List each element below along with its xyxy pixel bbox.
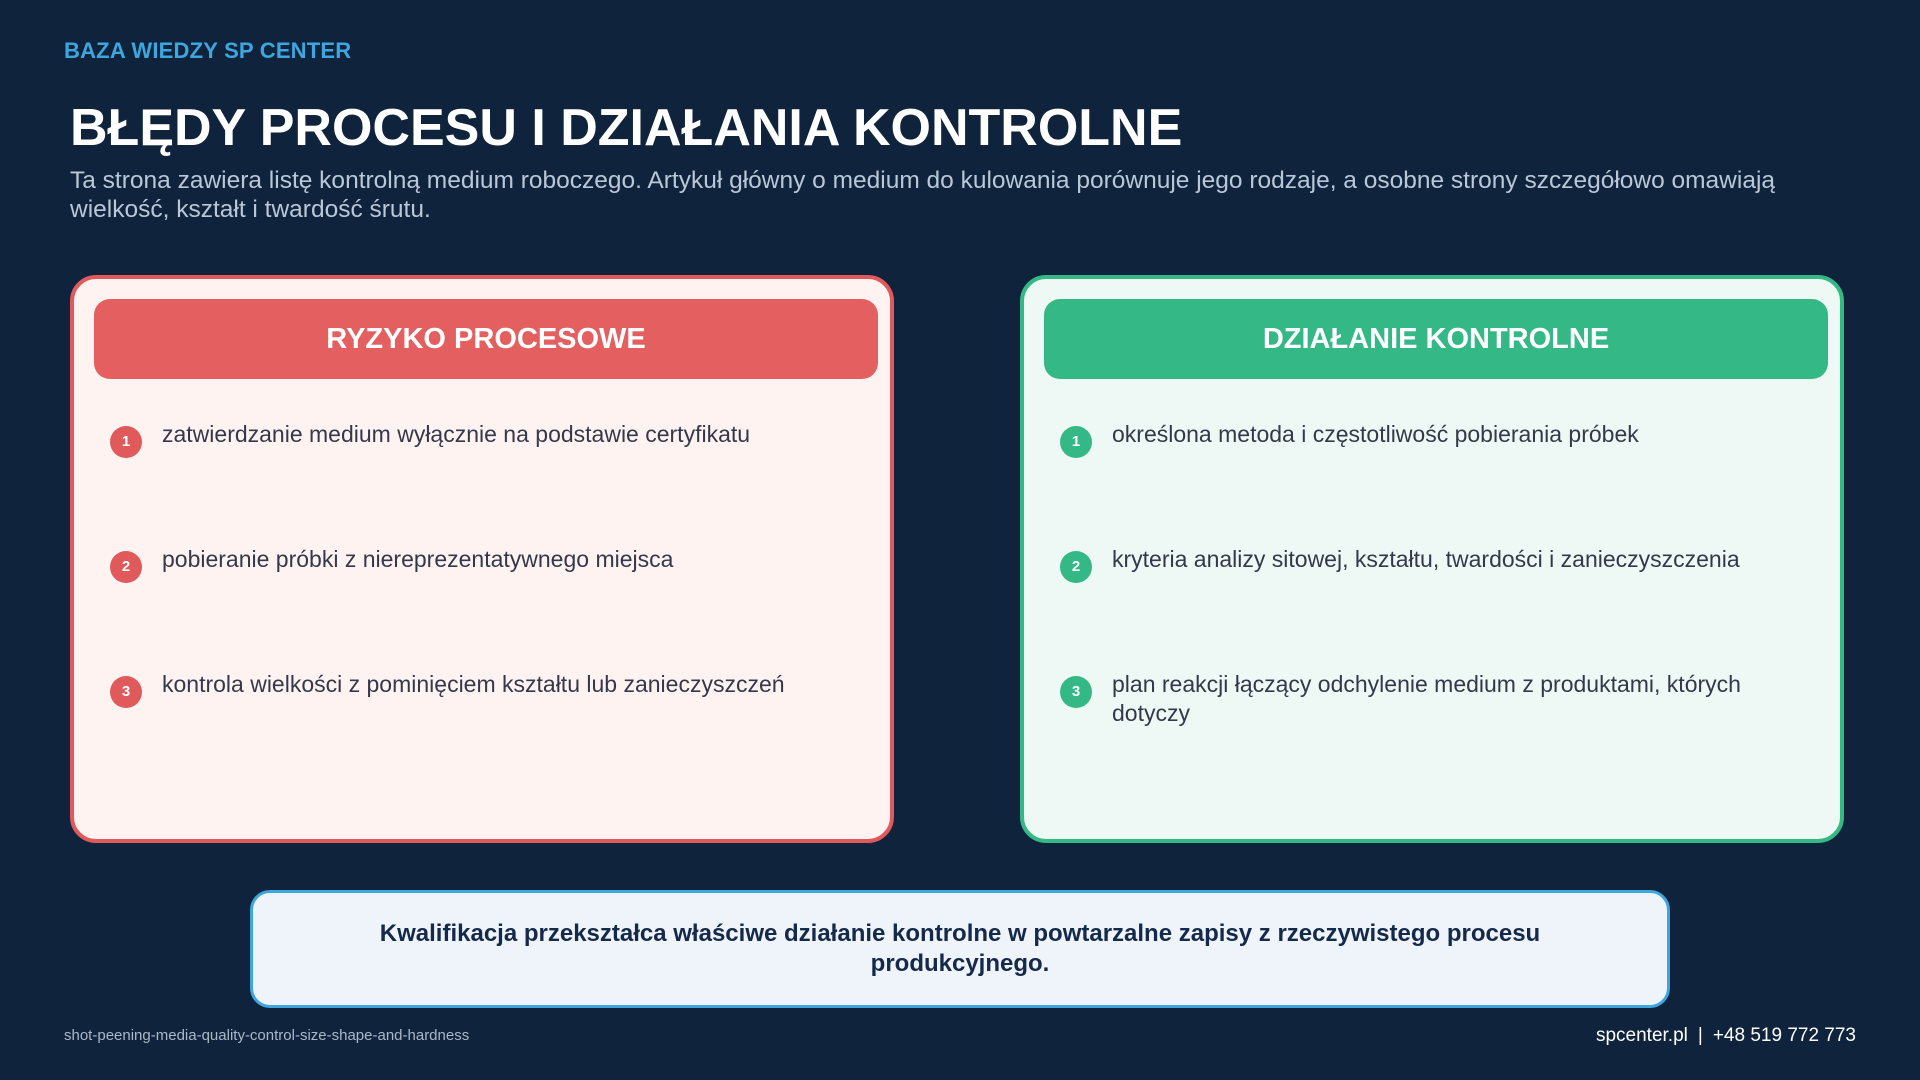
control-item-text: kryteria analizy sitowej, kształtu, twardości i zanieczyszczenia bbox=[1112, 546, 1740, 572]
page-subtitle: Ta strona zawiera listę kontrolną medium roboczego. Artykuł główny o medium do kulowania porównuje jego rodzaje, a osobne strony szczegółowo omawiają wielkość, kształt i twardość śrutu. bbox=[70, 167, 1776, 223]
control-item-text: plan reakcji łączący odchylenie medium z produktami, których dotyczy bbox=[1112, 671, 1741, 726]
page-title: BŁĘDY PROCESU I DZIAŁANIA KONTROLNE bbox=[70, 99, 1183, 157]
risk-item-text: kontrola wielkości z pominięciem kształtu lub zanieczyszczeń bbox=[162, 671, 785, 697]
control-item-number: 2 bbox=[1060, 551, 1092, 583]
footer-contact bbox=[1596, 1025, 1856, 1047]
control-panel bbox=[1020, 275, 1844, 843]
footer-website: spcenter.pl bbox=[1595, 1025, 1688, 1046]
control-item-text: określona metoda i częstotliwość pobierania próbek bbox=[1112, 421, 1639, 447]
control-panel-heading: DZIAŁANIE KONTROLNE bbox=[1044, 299, 1828, 379]
eyebrow-label: BAZA WIEDZY SP CENTER bbox=[64, 38, 352, 63]
footer-slug: shot-peening-media-quality-control-size-shape-and-hardness bbox=[64, 1027, 470, 1044]
callout-text: Kwalifikacja przekształca właściwe działanie kontrolne w powtarzalne zapisy z rzeczywistego procesu produkcyjnego. bbox=[379, 920, 1541, 977]
control-item-number: 3 bbox=[1060, 676, 1092, 708]
control-item-number: 1 bbox=[1060, 426, 1092, 458]
risk-panel-heading: RYZYKO PROCESOWE bbox=[94, 299, 878, 379]
risk-item-number: 3 bbox=[110, 676, 142, 708]
footer-separator: | bbox=[1697, 1025, 1703, 1046]
risk-item-text: pobieranie próbki z niereprezentatywnego miejsca bbox=[162, 546, 674, 572]
risk-item-number: 1 bbox=[110, 426, 142, 458]
risk-item-text: zatwierdzanie medium wyłącznie na podstawie certyfikatu bbox=[162, 421, 751, 447]
footer-phone: +48 519 772 773 bbox=[1712, 1025, 1856, 1046]
risk-item-number: 2 bbox=[110, 551, 142, 583]
callout-box bbox=[250, 890, 1670, 1008]
risk-panel bbox=[70, 275, 894, 843]
